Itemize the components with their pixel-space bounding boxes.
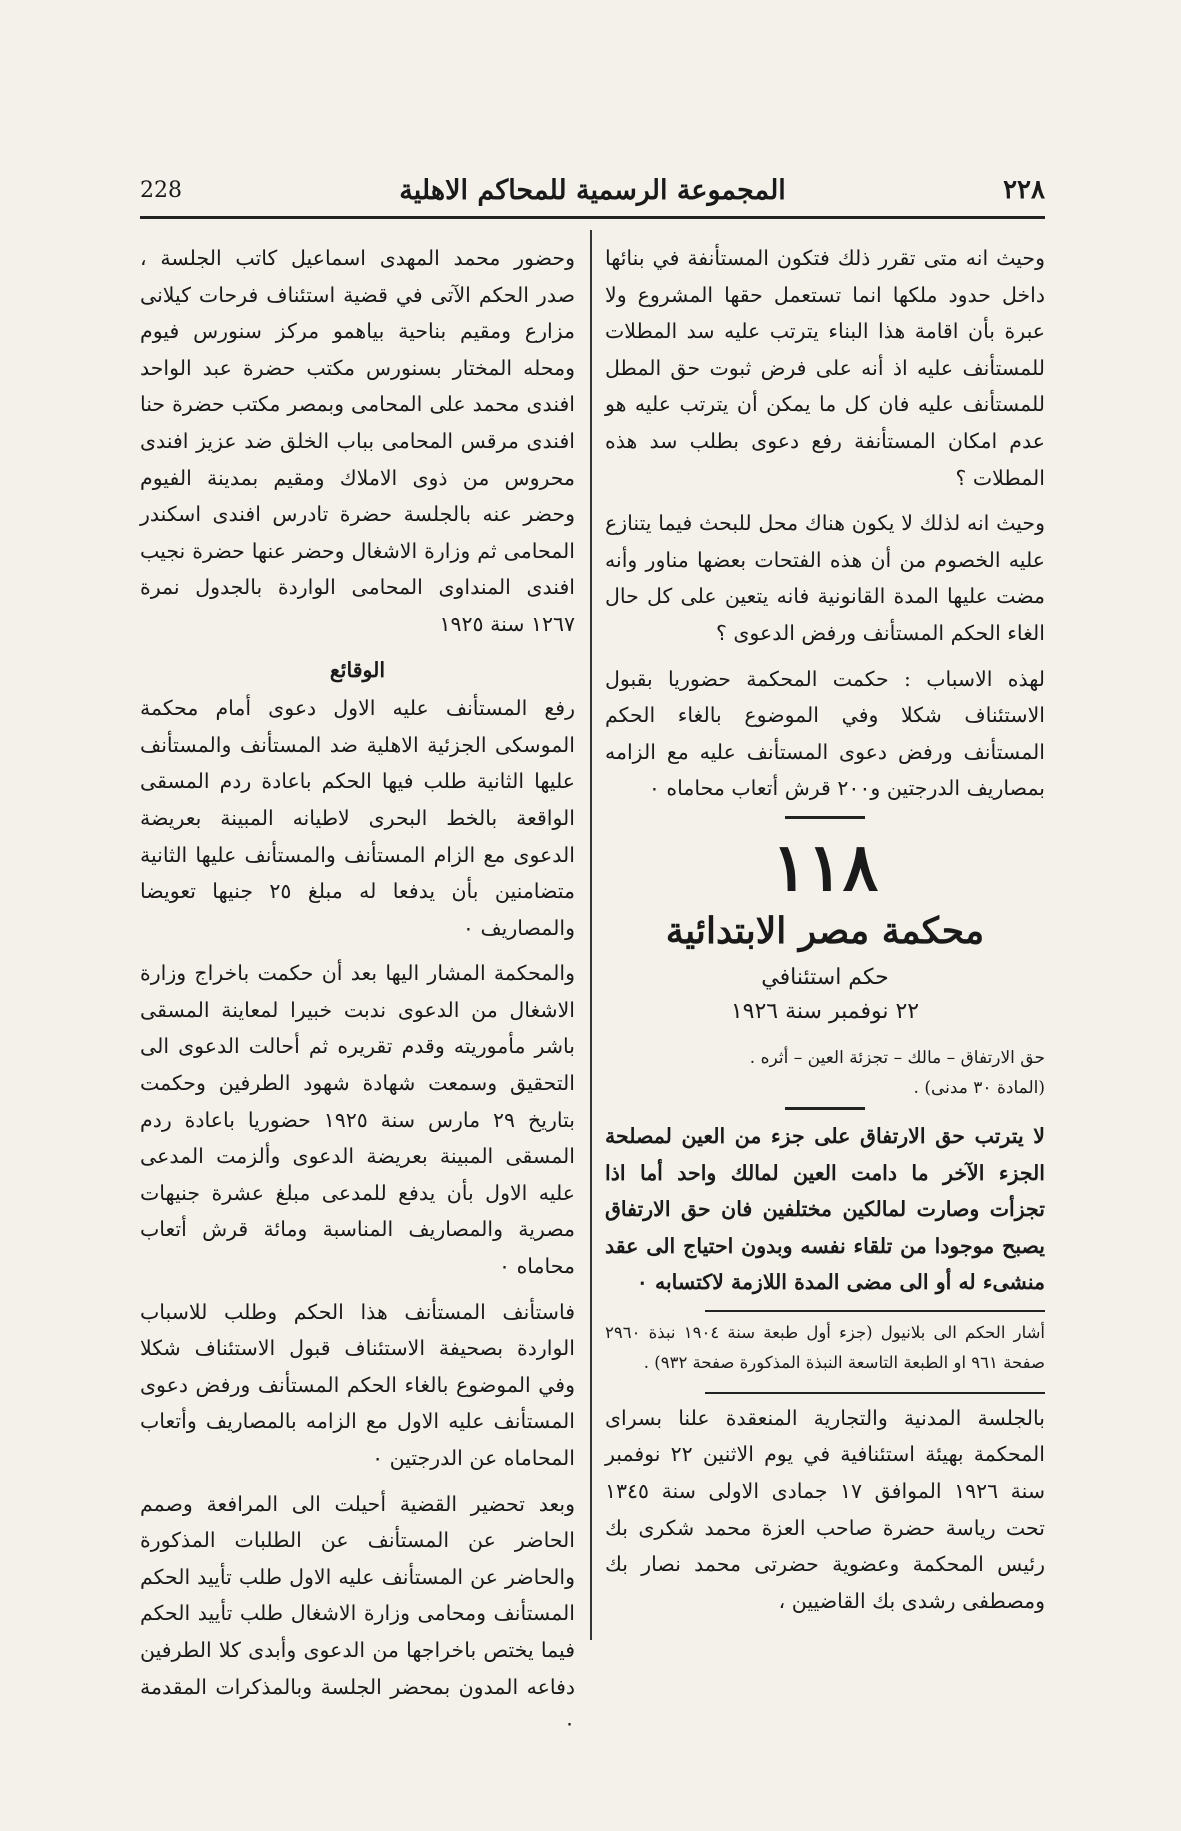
section-rule <box>785 816 865 819</box>
footnote-rule <box>705 1310 1045 1312</box>
paragraph: وحيث انه متى تقرر ذلك فتكون المستأنفة في بنائها داخل حدود ملكها انما تستعمل حقها المشروع ولا عبرة بأن اقامة هذا البناء يترتب عليه سد المطلات للمستأنف عليه اذ أنه على فرض ثبوت حق المطل للمستأنف عليه فان كل ما يمكن أن يترتب عليه هو عدم امكان المستأنفة رفع دعوى بطلب سد هذه المطلات ؟ <box>605 246 1045 490</box>
paragraph: فاستأنف المستأنف هذا الحكم وطلب للاسباب الواردة بصحيفة الاستئناف قبول الاستئناف شكلا وفي الموضوع بالغاء الحكم المستأنف ورفض دعوى المستأنف عليه الاول مع الزامه بالمصاريف وأتعاب المحاماه عن الدرجتين ٠ <box>140 1299 575 1470</box>
ruling-date: ٢٢ نوفمبر سنة ١٩٢٦ <box>730 998 920 1024</box>
page-number-latin: 228 <box>140 177 182 203</box>
ruling-type: حكم استئنافي <box>761 964 889 990</box>
section-rule <box>785 1107 865 1110</box>
running-title: المجموعة الرسمية للمحاكم الاهلية <box>399 174 786 206</box>
page-number-arabic: ٢٢٨ <box>1003 175 1045 205</box>
paragraph: وحضور محمد المهدى اسماعيل كاتب الجلسة ، صدر الحكم الآتى في قضية استئناف فرحات كيلانى مزارع ومقيم بناحية بياهمو مركز سنورس فيوم ومحله المختار بسنورس مكتب حضرة عبد الواحد افندى محمد على المحامى وبمصر مكتب حضرة حنا افندى مرقس المحامى بباب الخلق ضد عزيز افندى محروس من ذوى الاملاك ومقيم بمدينة الفيوم وحضر عنه بالجلسة حضرة تادرس افندى اسكندر المحامى ثم وزارة الاشغال وحضر عنها حضرة نجيب افندى المنداوى المحامى الواردة بالجدول نمرة ١٢٦٧ سنة ١٩٢٥ <box>140 246 575 636</box>
footnote-rule <box>705 1392 1045 1394</box>
footnote: أشار الحكم الى بلانيول (جزء أول طبعة سنة ١٩٠٤ نبذة ٢٩٦٠ صفحة ٩٦١ او الطبعة التاسعة النبذة المذكورة صفحة ٩٣٢) . <box>605 1322 1046 1372</box>
column-divider <box>590 230 592 1640</box>
case-number: ١١٨ <box>771 827 879 906</box>
paragraph: وبعد تحضير القضية أحيلت الى المرافعة وصمم الحاضر عن المستأنف عن الطلبات المذكورة والحاضر عن المستأنف عليه الاول طلب تأييد الحكم المستأنف ومحامى وزارة الاشغال طلب تأييد الحكم فيما يختص باخراجها من الدعوى وأبدى كلا الطرفين دفاعه المدون بمحضر الجلسة وبالمذكرات المقدمة ٠ <box>140 1491 575 1736</box>
facts-heading: الوقائع <box>329 657 386 682</box>
left-column <box>140 240 575 1751</box>
right-column <box>605 240 1045 1628</box>
paragraph: والمحكمة المشار اليها بعد أن حكمت باخراج وزارة الاشغال من الدعوى ندبت خبيرا لمعاينة المسقى باشر مأموريته وقدم تقريره ثم أحالت الدعوى الى التحقيق وسمعت شهادة شهود الطرفين وحكمت بتاريخ ٢٩ مارس سنة ١٩٢٥ حضوريا باعادة ردم المسقى المبينة بعريضة الدعوى وألزمت المدعى عليه الاول بأن يدفع للمدعى مبلغ عشرة جنيهات مصرية والمصاريف المناسبة ومائة قرش أتعاب محاماه ٠ <box>140 961 575 1279</box>
paragraph: بالجلسة المدنية والتجارية المنعقدة علنا بسراى المحكمة بهيئة استئنافية في يوم الاثنين ٢٢ نوفمبر سنة ١٩٢٦ الموافق ١٧ جمادى الاولى سنة ١٣٤٥ تحت رياسة حضرة صاحب العزة محمد شكرى بك رئيس المحكمة وعضوية حضرتى محمد نصار بك ومصطفى رشدى بك القاضيين ، <box>605 1405 1045 1613</box>
page-header <box>140 170 1045 210</box>
article-reference: (المادة ٣٠ مدنى) . <box>913 1077 1045 1098</box>
keywords: حق الارتفاق – مالك – تجزئة العين – أثره . <box>749 1047 1045 1068</box>
paragraph: رفع المستأنف عليه الاول دعوى أمام محكمة الموسكى الجزئية الاهلية ضد المستأنف والمستأنف عليها الثانية طلب فيها الحكم باعادة ردم المسقى الواقعة بالخط البحرى لاطيانه المبينة بعريضة الدعوى مع الزام المستأنف والمستأنف عليها الثانية متضامنين بأن يدفعا له مبلغ ٢٥ جنيها تعويضا والمصاريف ٠ <box>140 696 575 940</box>
legal-principle: لا يترتب حق الارتفاق على جزء من العين لمصلحة الجزء الآخر ما دامت العين لمالك واحد أما اذا تجزأت وصارت لمالكين مختلفين فان حق الارتفاق يصبح موجودا من تلقاء نفسه وبدون احتياج الى عقد منشىء له أو الى مضى المدة اللازمة لاكتسابه ٠ <box>605 1123 1045 1295</box>
paragraph: وحيث انه لذلك لا يكون هناك محل للبحث فيما يتنازع عليه الخصوم من أن هذه الفتحات بعضها مناور وأنه مضت عليها المدة القانونية فانه يتعين على كل حال الغاء الحكم المستأنف ورفض الدعوى ؟ <box>605 511 1045 645</box>
paragraph: لهذه الاسباب : حكمت المحكمة حضوريا بقبول الاستئناف شكلا وفي الموضوع بالغاء الحكم المستأنف ورفض دعوى المستأنف عليه مع الزامه بمصاريف الدرجتين و٢٠٠ قرش أتعاب محاماه ٠ <box>605 666 1045 801</box>
court-name: محكمة مصر الابتدائية <box>665 909 985 952</box>
header-rule <box>140 216 1045 219</box>
